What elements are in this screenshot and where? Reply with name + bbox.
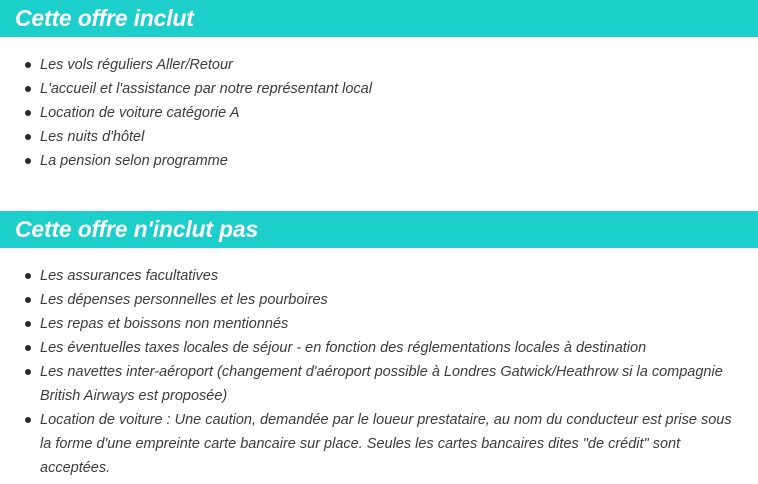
section-offer-excludes (0, 211, 758, 480)
list-item (0, 360, 758, 408)
bullet-icon (25, 417, 31, 423)
bullet-icon (25, 110, 31, 116)
section-header-excludes (0, 211, 758, 248)
list-item-text: Les dépenses personnelles et les pourboires (40, 292, 328, 308)
section-title-excludes: Cette offre n'inclut pas (15, 216, 259, 242)
list-item (0, 101, 758, 125)
bullet-icon (25, 86, 31, 92)
list-item-text: Les assurances facultatives (40, 268, 219, 284)
list-item-text: Les nuits d'hôtel (40, 129, 145, 145)
bullet-icon (25, 62, 31, 68)
list-item (0, 264, 758, 288)
list-item-text: La pension selon programme (40, 153, 228, 169)
list-item (0, 149, 758, 173)
list-item (0, 288, 758, 312)
section-title-includes: Cette offre inclut (15, 5, 194, 31)
list-item (0, 77, 758, 101)
bullet-icon (25, 273, 31, 279)
list-item (0, 336, 758, 360)
list-item (0, 408, 758, 480)
list-item-text: Les vols réguliers Aller/Retour (40, 57, 233, 73)
bullet-icon (25, 345, 31, 351)
bullet-icon (25, 134, 31, 140)
list-item-text: Les navettes inter-aéroport (changement d'aéroport possible à Londres Gatwick/Heathrow si la compagnie British Airways est proposée) (40, 364, 723, 404)
bullet-icon (25, 369, 31, 375)
list-item-text: L'accueil et l'assistance par notre représentant local (40, 81, 372, 97)
list-item-text: Les repas et boissons non mentionnés (40, 316, 289, 332)
section-header-includes (0, 0, 758, 37)
list-item (0, 312, 758, 336)
list-item (0, 125, 758, 149)
bullet-icon (25, 297, 31, 303)
list-item-text: Location de voiture : Une caution, demandée par le loueur prestataire, au nom du conducteur est prise sous la forme d'une empreinte carte bancaire sur place. Seules les cartes bancaires dites "de crédit" sont acceptées. (40, 412, 732, 476)
section-offer-includes (0, 0, 758, 173)
list-item (0, 53, 758, 77)
excluded-items-list (0, 248, 758, 480)
bullet-icon (25, 158, 31, 164)
bullet-icon (25, 321, 31, 327)
list-item-text: Location de voiture catégorie A (40, 105, 240, 121)
included-items-list (0, 37, 758, 173)
list-item-text: Les éventuelles taxes locales de séjour - en fonction des réglementations locales à destination (40, 340, 647, 356)
